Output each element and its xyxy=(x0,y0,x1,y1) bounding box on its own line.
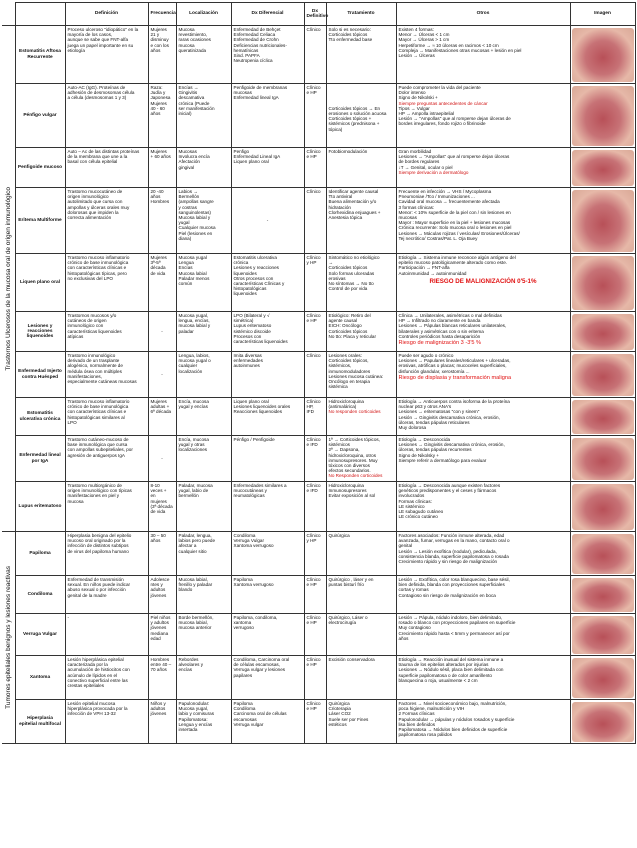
tratamiento-cell: Excisión conservadora xyxy=(326,656,396,700)
otros-cell: Etiología → Sistema inmune reconoce algún antígeno del epitelio mucoso patológicamente alterado como este. Participación → FNT-alfa Autoinmunidad → autoinmunidad RIESGO DE MALIGNIZACIÓN 0'5-1% xyxy=(396,254,570,312)
tratamiento-cell: Hidroxicloroquina Inmunosupresores Evitar exposición al sol xyxy=(326,482,396,532)
dx-definitivo-cell: Clínico y HP xyxy=(304,254,326,312)
header-imagen: Imagen xyxy=(570,3,635,26)
otros-cell: Factores → Nivel socioeconómico bajo, malnutrición, poca higiene, malnutrición y VIH 2 Formas clínicas Papulonodular → pápulas y nódulos rosados y superficie lisa bien definidos Papilomatosa → Nódulos bien definidos de superficie papilomatosa rosa pálidos xyxy=(396,700,570,744)
disease-name: Penfigoide mucoso xyxy=(15,148,65,188)
definicion-cell: Trastorno mucoso inflamatorio crónico de base inmunológica con características clínicas e histopatológicas similares al LPO xyxy=(65,398,148,436)
disease-name: Eritema Multiforme xyxy=(15,188,65,254)
definicion-cell: Auto – Ac de las distintas proteínas de la membrana que une a la basal con célula epitelial xyxy=(65,148,148,188)
clinical-photo-cell xyxy=(570,84,635,148)
clinical-photo xyxy=(572,578,634,612)
clinical-photo-cell xyxy=(570,436,635,482)
lesions-comparison-table xyxy=(2,2,636,744)
tratamiento-cell: Quirúrgica xyxy=(326,532,396,576)
dx-diferencial-cell: - xyxy=(231,188,304,254)
localizacion-cell: Mucosa revestimiento, raras ocasiones mucosa queratinizada xyxy=(176,26,231,84)
header-row xyxy=(2,3,635,26)
disease-name: Hiperplasia epitelial multifocal xyxy=(15,700,65,744)
clinical-photo-cell xyxy=(570,576,635,614)
clinical-photo-cell xyxy=(570,26,635,84)
otros-cell: Clínica → Unilaterales, asimétricas o mal definidas HP → Infiltrado no claramente en banda Lesiones → Pápulas blancas reticulares unilaterales, bilaterales y asimétricas con o sin eritema Controles periódicos hasta desaparición Riesgo de malignización 3 -3'5 % xyxy=(396,312,570,352)
table-row xyxy=(2,84,635,148)
risk-note: Riesgo de displasia y transformación maligna xyxy=(398,374,512,381)
clinical-photo xyxy=(572,256,634,310)
definicion-cell: Auto-AC (IgG). Proteínas de adhesión de desmosomas célula a célula (desmosomas 1 y 3) xyxy=(65,84,148,148)
header-otros: Otros xyxy=(396,3,570,26)
clinical-photo xyxy=(572,534,634,574)
frecuencia-cell: Mujeres adultas + 6ª década xyxy=(148,398,176,436)
dx-definitivo-cell: Clínico e HP xyxy=(304,148,326,188)
otros-cell: Puede comprometer la vida del paciente Dolor intenso Signo de Nikolski + Siempre preguntas antecedentes de cáncar Tipos → Vulgar HP → Ampolla intraepitelial Lesión → "Ampollas" que al romperse dejan úlceras de bordes irregulares, fondo rojizo o fibrinoide xyxy=(396,84,570,148)
header-dx-definitivo: Dx Definitivo xyxy=(304,3,326,26)
frecuencia-cell: Piel niños y adultos jóvenes mediana edad xyxy=(148,614,176,656)
disease-name: Pénfigo vulgar xyxy=(15,84,65,148)
otros-cell: Lesión → Pápula, nódulo indoloro, bien delimitado, rosado o blanco con proyecciones papilares en superficie Muy contagioso Crecimiento rápido hasta < 5mm y permanecer así por años xyxy=(396,614,570,656)
frecuencia-cell: - xyxy=(148,436,176,482)
table-row xyxy=(2,700,635,744)
localizacion-cell: Lengua, labios, mucosa yugal o cualquier localización xyxy=(176,352,231,398)
dx-definitivo-cell: Clínico e HP xyxy=(304,312,326,352)
clinical-photo xyxy=(572,400,634,434)
tratamiento-cell: Sintomático no etiológico → Corticoides tópicos Solo formas ulceradas erosivas No síntomas → No tto Control de por vida xyxy=(326,254,396,312)
clinical-photo xyxy=(572,616,634,654)
table-row xyxy=(2,398,635,436)
dx-definitivo-cell: Clínico e HP xyxy=(304,576,326,614)
localizacion-cell: Encía, mucosa yugal y otras localizaciones xyxy=(176,436,231,482)
dx-diferencial-cell: LPO (Bilateral y √ simétrica) Lupus eritematoso sistémico discoide Procesos con características liquenoides xyxy=(231,312,304,352)
table-row xyxy=(2,312,635,352)
table-row xyxy=(2,482,635,532)
localizacion-cell: Encías → Gingivitis descamativa crónica (Puede ser manifestación inicial) xyxy=(176,84,231,148)
definicion-cell: Trastorno mucocutáneo de origen inmunológico autolimitado que cursa con ampollas y úlceras orales muy dolorosas que impiden la correcta alimentación xyxy=(65,188,148,254)
frecuencia-cell: Adolesce ntes y adultos jóvenes xyxy=(148,576,176,614)
table-row xyxy=(2,26,635,84)
clinical-photo xyxy=(572,190,634,252)
dx-definitivo-cell: Clínico e HP xyxy=(304,84,326,148)
dx-diferencial-cell: Penfigo Enfermedad Lineal IgA Liquen plano oral xyxy=(231,148,304,188)
frecuencia-cell: Mujeres 3ª-5ª década de vida xyxy=(148,254,176,312)
frecuencia-cell: - xyxy=(148,312,176,352)
dx-definitivo-cell: Clínico xyxy=(304,26,326,84)
tratamiento-cell: Hidroxicloroquina (antimalárica) No responden corticoides xyxy=(326,398,396,436)
clinical-photo-cell xyxy=(570,656,635,700)
clinical-photo xyxy=(572,438,634,480)
dx-diferencial-cell: Pénfigo / Penfigoide xyxy=(231,436,304,482)
dx-definitivo-cell: Clínico e IFD xyxy=(304,436,326,482)
dx-diferencial-cell: Estomatitis ulcerativa crónica Lesiones y reacciones liquenoides Otros procesos con características Clínicas y histopatológicas liquenoides xyxy=(231,254,304,312)
disease-name: Lesiones y reacciones liquenoides xyxy=(15,312,65,352)
disease-name: Xantoma xyxy=(15,656,65,700)
frecuencia-cell: Hombres entre 40 – 70 años xyxy=(148,656,176,700)
frecuencia-cell: - xyxy=(148,352,176,398)
clinical-photo xyxy=(572,150,634,186)
dx-definitivo-cell: Clínico xyxy=(304,352,326,398)
disease-name: Lupus eritematoso xyxy=(15,482,65,532)
dx-diferencial-cell: Condiloma Verruga Vulgar Xantoma verrugoso xyxy=(231,532,304,576)
group-label-cell xyxy=(2,26,15,532)
dx-definitivo-cell: Clínico e HP xyxy=(304,656,326,700)
clinical-photo-cell xyxy=(570,254,635,312)
header-frecuencia: Frecuencia xyxy=(148,3,176,26)
dx-diferencial-cell: Imita diversas enfermedades autoinmunes xyxy=(231,352,304,398)
dx-diferencial-cell: Papiloma Xantoma verrugoso xyxy=(231,576,304,614)
localizacion-cell: Borde bermellón, mucosa labial, mucosa anterior xyxy=(176,614,231,656)
otros-cell: Lesión → Exofítica, color rosa blanquecino, base sésil, bien definida, blanda con proyecciones superficiales cortas y romas Contagioso sin riesgo de malignización en boca xyxy=(396,576,570,614)
disease-name: Enfermedad lineal por IgA xyxy=(15,436,65,482)
definicion-cell: Hiperplasia benigna del epitelio mucoso oral originado por la infección de distintos subtipos de virus del papiloma humano xyxy=(65,532,148,576)
table-row xyxy=(2,576,635,614)
frecuencia-cell: 30 – 50 años xyxy=(148,532,176,576)
frecuencia-cell: Niños y adultos jóvenes xyxy=(148,700,176,744)
clinical-photo-cell xyxy=(570,614,635,656)
clinical-photo-cell xyxy=(570,188,635,254)
otros-cell: Gran morbilidad Lesiones → "Ampollas" que al romperse dejan úlceras de bordes regulares ↓T → Genital, ocular o piel Siempre derivación a dermatólogo xyxy=(396,148,570,188)
table-row xyxy=(2,656,635,700)
risk-note: Riesgo de malignización 3 -3'5 % xyxy=(398,340,482,347)
table-row xyxy=(2,352,635,398)
table-row xyxy=(2,614,635,656)
otros-cell: Frecuente en infección → VHS / Mycoplasma Pneumoniae /Tco / Inmunizaciones ... Cavidad oral mucosa → frecuentemente afectada 3 formas clínicas: Menor: < 10% superficie de la piel con / sin lesiones en mucosas Mayor : Mayor superficie en la piel + lesiones mucosas Crónica recurrente: Solo mucosa oral o lesiones en piel Lesiones → Máculas rojizas / vesículas/ Erosiones/Úlceras/ Tej necrótico/ Costras/Pat. L. Oja Buey xyxy=(396,188,570,254)
clinical-photo xyxy=(572,28,634,82)
clinical-photo xyxy=(572,658,634,698)
tratamiento-cell: Quirúrgica Crioterapia Láser CO2 Suele ser por Fines estéticos xyxy=(326,700,396,744)
clinical-photo-cell xyxy=(570,352,635,398)
otros-cell: Etiología → Desconocida aunque existen factores genéticos predisponentes y el ceses y fármacos involucrados Formas clínicas: LE sistémico LE subagudo cutáneo LE crónico cutáneo xyxy=(396,482,570,532)
table-row xyxy=(2,188,635,254)
dx-definitivo-cell: Clínico e HP xyxy=(304,700,326,744)
definicion-cell: - xyxy=(65,614,148,656)
dx-diferencial-cell: Condiloma, Carcinoma oral de células escamosas, Verruga vulgar y lesiones papilares xyxy=(231,656,304,700)
definicion-cell: Trastorno inmunológico derivado de un trasplante alogénico, normalmente de médula ósea con múltiples manifestaciones, especialmente cutáneas mucosas xyxy=(65,352,148,398)
clinical-photo-cell xyxy=(570,482,635,532)
otros-cell: Factores asociados: Función inmune alterada, edad avanzada, fumar, verrugas en la mano, contacto oral o genital Lesión → Lesión exofítica (nodular), pediculada, consistencia blanda, superficie papilomatosa o rosada Crecimiento rápido y sin riesgo de malignización xyxy=(396,532,570,576)
definicion-cell: Proceso ulceroso "idiopático" en la mayoría de los casos, aunque se sabe que FNT-alfa juega un papel importante en su etiología xyxy=(65,26,148,84)
otros-cell: Puede ser agudo o crónico Lesiones → Papulares lineales/reticulares + ulceradas, erosivas, atróficas o placas; mucoceles superficiales, disfunción glandular, xerostomía ... Riesgo de displasia y transformación maligna xyxy=(396,352,570,398)
dx-diferencial-cell: Papiloma, condiloma, xantoma verrugoso xyxy=(231,614,304,656)
dx-definitivo-cell: Clínico HP, IFD xyxy=(304,398,326,436)
dx-definitivo-cell: Clínico e IFD xyxy=(304,482,326,532)
definicion-cell: Trastorno multiorgánico de origen inmunológico con típicas manifestaciones en piel y mucosa xyxy=(65,482,148,532)
frecuencia-cell: Mujeres 21 y disminuy e con los años xyxy=(148,26,176,84)
disease-name: Estomatitis ulcerativa crónica xyxy=(15,398,65,436)
tratamiento-cell: Corticoides tópicos → En erosiones o solución acuosa Corticoides tópicos + sistémicos (prednisona + tópica) xyxy=(326,84,396,148)
tratamiento-cell: Identificar agente causal Tto antiviral Buena alimentación y/o hidratación Clorhexidina enjuagues + Anestesia tópica xyxy=(326,188,396,254)
clinical-photo-cell xyxy=(570,148,635,188)
table-row xyxy=(2,254,635,312)
dx-diferencial-cell: Papiloma Condiloma Carcinoma oral de células escamosas Verruga vulgar xyxy=(231,700,304,744)
definicion-cell: Trastorno cutáneo-mucoso de base inmunológica que cursa con ampollas subepiteliales, por agresión de antiguerpos IgA xyxy=(65,436,148,482)
frecuencia-cell: Mujeres + 60 años xyxy=(148,148,176,188)
localizacion-cell: Mucosa yugal Lengua Encías Mucosa labial Paladar menos común xyxy=(176,254,231,312)
localizacion-cell: Mucosa yugal, lengua, encías, mucosa labial y paladar xyxy=(176,312,231,352)
definicion-cell: Trastorno mucoso inflamatorio crónico de base inmunológica con características clínicas e histopatológicas típicas, pero no exclusivas del LPO xyxy=(65,254,148,312)
dx-diferencial-cell: Enfermedades similares a mucocutáneas y reumatológicas xyxy=(231,482,304,532)
dx-diferencial-cell: Penfigoide de membranas mucosas Enfermedad lineal IgA xyxy=(231,84,304,148)
header-name-spacer xyxy=(15,3,65,26)
clinical-photo-cell xyxy=(570,532,635,576)
group-label: Trastornos Ulcerosos de la mucosa oral de origen inmunológico xyxy=(4,186,12,371)
disease-name: Papiloma xyxy=(15,532,65,576)
dx-diferencial-cell: Liquen plano oral Lesiones liquenoides orales Reacciones liquenoides xyxy=(231,398,304,436)
dx-definitivo-cell: Clínico xyxy=(304,188,326,254)
tratamiento-cell: Etiológico: Retiro del agente causal EICH: Oncólogo Corticoides tópicos No tto: Placa y reticular xyxy=(326,312,396,352)
header-dx-diferencial: Dx Diferencial xyxy=(231,3,304,26)
risk-note: RIESGO DE MALIGNIZACIÓN 0'5-1% xyxy=(429,277,537,285)
definicion-cell: Lesión epitelial mucosa hiperplásica provocada por la infección de VPH 13-32 xyxy=(65,700,148,744)
tratamiento-cell: Fotobiomodulación xyxy=(326,148,396,188)
localizacion-cell: Mucosa labial, frenillo y paladar blando xyxy=(176,576,231,614)
clinical-photo xyxy=(572,354,634,396)
tratamiento-cell: Quirúrgico , láser y en puntas bisturí frío xyxy=(326,576,396,614)
localizacion-cell: Mucosas Involucra encía Afectación gingival xyxy=(176,148,231,188)
tratamiento-cell: Solo si es necesario: Corticoides tópicos Tto enfermedad base xyxy=(326,26,396,84)
disease-name: Verruga Vulgar xyxy=(15,614,65,656)
otros-cell: Etiología → Reacción inusual del sistema inmune a trauma de los epitelios alterados por injurias Lesiones → Nódulo sésil, placa bien delimitada con superficie papilomatosa o de color amarillento blanquecina o roja, usualmente < 2 cm xyxy=(396,656,570,700)
tratamiento-cell: Quirúrgico, Láser o electrocirugía xyxy=(326,614,396,656)
localizacion-cell: Labios → Bermellón (ampollas sangre y costras sanguinolentas) Mucosa labial y yugal Cualquier mucosa Piel (lesiones en diana) xyxy=(176,188,231,254)
clinical-photo-cell xyxy=(570,700,635,744)
otros-cell: Existen 4 formas: Menor → Úlceras < 1 cm Mayor → Úlceras > 1 cm Herpetiforme → ≈ 10 úlceras en racimos < 10 cm Compleja → Manifestaciones otras mucosas + lesión en piel Lesión → Úlceras xyxy=(396,26,570,84)
disease-name: Estomatitis Aftosa Recurrente xyxy=(15,26,65,84)
dx-definitivo-cell: Clínico y HP xyxy=(304,532,326,576)
frecuencia-cell: 8-10 veces + en mujeres (3ª década de vida xyxy=(148,482,176,532)
table-row xyxy=(2,436,635,482)
disease-name: Condiloma xyxy=(15,576,65,614)
header-definicion: Definición xyxy=(65,3,148,26)
clinical-photo xyxy=(572,484,634,530)
definicion-cell: Lesión hiperplásica epitelial caracterizada por la acumulación de histiocitos con acúmulo de lípidos en el conectivo superficial entre las crestas epiteliales xyxy=(65,656,148,700)
localizacion-cell: Paladar, lengua, labios pero puede afectar a cualquier sitio xyxy=(176,532,231,576)
tratamiento-cell: Lesiones orales: Corticoides tópicos, sistémicos, inmunomoduladores Lesiones mucosa cutánea: Oncólogo en terapia sistémica xyxy=(326,352,396,398)
otros-cell: Etiología → Anticuerpos contra isoforma de la proteína nuclear p63 y otros ANA's Lesiones → eritematosas "con y sinem" Lesión → Gingivitis descamativa crónica, erosión, úlceras, tendas pápulas reticulares Muy dolorosa xyxy=(396,398,570,436)
header-tratamiento: Tratamiento xyxy=(326,3,396,26)
disease-name: Enfermedad Injerto contra Huésped xyxy=(15,352,65,398)
clinical-photo xyxy=(572,314,634,350)
clinical-photo-cell xyxy=(570,312,635,352)
table-row xyxy=(2,532,635,576)
table-row xyxy=(2,148,635,188)
localizacion-cell: Rebordes alveolares y encías xyxy=(176,656,231,700)
frecuencia-cell: 20 -40 años Hombres xyxy=(148,188,176,254)
group-label-cell xyxy=(2,532,15,744)
clinical-photo-cell xyxy=(570,398,635,436)
dx-definitivo-cell: Clínico e HP xyxy=(304,614,326,656)
header-localizacion: Localización xyxy=(176,3,231,26)
definicion-cell: Enfermedad de transmisión sexual. En niños puede indicar abuso sexual o por infección genital de la madre xyxy=(65,576,148,614)
frecuencia-cell: Raza: Judía y Japonesa Mujeres 40 - 60 años xyxy=(148,84,176,148)
dx-diferencial-cell: Enfermedad de Behçet Enfermedad Celiaca Enfermedad de Crohn Deficiencias nutricionales- hematínicas Sind. PAPFA Neutropenia cíclica xyxy=(231,26,304,84)
otros-cell: Etiología → Desconocida Lesiones → Gingivitis descamativa crónica, erosión, úlceras, tendas pápulas recurrentes Signo de Nikolsky + Siempre referir a dermatólogo para evaluar xyxy=(396,436,570,482)
clinical-photo xyxy=(572,702,634,742)
localizacion-cell: Papulonodular: Mucosa yugal, labio y comisuras Papilomatosa: Lengua y encías insertada xyxy=(176,700,231,744)
group-label: Tumores epiteliales benignos y lesiones reactivas xyxy=(4,566,12,709)
definicion-cell: Trastornos mucosos y/o cutáneos de origen inmunológico con características liquenoides atípicas xyxy=(65,312,148,352)
clinical-photo xyxy=(572,86,634,146)
disease-name: Liquen plano oral xyxy=(15,254,65,312)
tratamiento-cell: 1ª → Corticoides tópicos, sistémicos 2ª → Dapsona, hidroxicloroquina, otros inmunosupresores. Muy tóxicos con diversos efectos secundarios. No Responden corticoides xyxy=(326,436,396,482)
header-group-spacer xyxy=(2,3,15,26)
localizacion-cell: Paladar, mucosa yugal, labio de bermellón xyxy=(176,482,231,532)
comparison-table-page xyxy=(2,2,635,744)
localizacion-cell: Encía, mucosa yugal y encías xyxy=(176,398,231,436)
